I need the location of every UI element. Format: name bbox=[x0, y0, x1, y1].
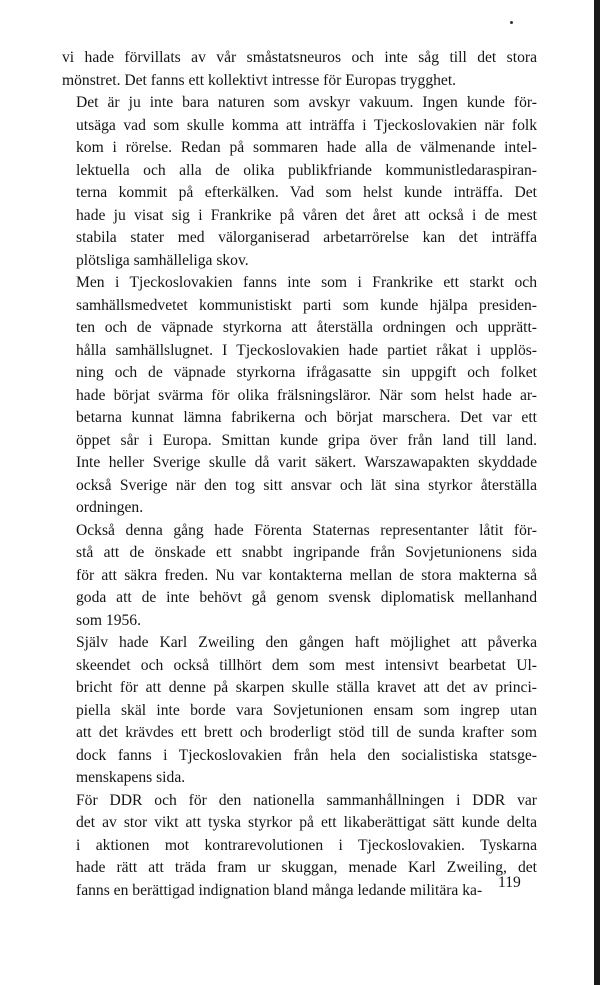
body-text bbox=[62, 47, 537, 902]
text-line: ning och de väpnade styrkorna ifrågasatte sin uppgift och folket bbox=[76, 364, 537, 381]
text-line: hade ju visat sig i Frankrike på våren det året att också i de mest bbox=[76, 206, 537, 224]
text-line: vi hade förvillats av vår småstatsneuros och inte såg till det stora bbox=[62, 49, 537, 66]
paragraph bbox=[62, 272, 537, 520]
text-line: dock fanns i Tjeckoslovakien från hela den socialistiska statsge- bbox=[76, 746, 537, 764]
text-line: ordningen. bbox=[76, 499, 144, 516]
text-line: fanns en berättigad indignation bland många ledande militära ka- bbox=[76, 881, 483, 899]
text-line: mönstret. Det fanns ett kollektivt intresse för Europas trygghet. bbox=[62, 71, 457, 89]
paragraph bbox=[62, 790, 537, 903]
text-line: utsäga vad som skulle komma att inträffa i Tjeckoslovakien när folk bbox=[76, 116, 537, 134]
text-line: bricht för att denne på skarpen skulle ställa kravet att det av princi- bbox=[76, 679, 537, 696]
text-line: som 1956. bbox=[76, 611, 141, 629]
text-line: också Sverige när den tog sitt ansvar och lät sina styrkor återställa bbox=[76, 476, 537, 494]
paragraph bbox=[62, 520, 537, 633]
paragraph bbox=[62, 47, 537, 92]
text-line: öppet sår i Europa. Smittan kunde gripa över från land till land. bbox=[76, 431, 537, 449]
text-line: stabila stater med välorganiserad arbetarrörelse kan det inträffa bbox=[76, 229, 537, 246]
text-line: Men i Tjeckoslovakien fanns inte som i Frankrike ett starkt och bbox=[76, 274, 537, 291]
paragraph bbox=[62, 92, 537, 272]
text-line: Själv hade Karl Zweiling den gången haft möjlighet att påverka bbox=[76, 634, 537, 651]
text-line: terna kommit på efterkälken. Vad som helst kunde inträffa. Det bbox=[76, 184, 537, 201]
text-line: hålla samhällslugnet. I Tjeckoslovakien hade partiet råkat i upplös- bbox=[76, 341, 537, 359]
corner-mark bbox=[510, 21, 513, 24]
text-line: skeendet och också tillhört dem som mest intensivt bearbetat Ul- bbox=[76, 656, 537, 674]
text-line: goda att de inte behövt gå genom svensk diplomatisk mellanhand bbox=[76, 589, 537, 606]
text-line: Också denna gång hade Förenta Staternas representanter låtit för- bbox=[76, 521, 537, 539]
text-line: För DDR och för den nationella sammanhållningen i DDR var bbox=[76, 791, 537, 809]
text-line: ten och de väpnade styrkorna att återställa ordningen och upprätt- bbox=[76, 319, 537, 336]
text-line: lektuella och alla de olika publikfriande kommunistledaraspiran- bbox=[76, 161, 537, 179]
text-line: kom i rörelse. Redan på sommaren hade alla de välmenande intel- bbox=[76, 139, 537, 156]
text-line: för att säkra freden. Nu var kontakterna mellan de stora makterna så bbox=[76, 566, 537, 584]
text-line: hade rätt att träda fram ur skuggan, menade Karl Zweiling, det bbox=[76, 859, 537, 876]
text-line: stå att de önskade ett snabbt ingripande från Sovjetunionens sida bbox=[76, 544, 537, 561]
page-edge-shadow bbox=[594, 0, 600, 985]
text-line: Inte heller Sverige skulle då varit säkert. Warszawapakten skyddade bbox=[76, 454, 537, 471]
page-number: 119 bbox=[498, 874, 521, 891]
text-line: plötsliga samhälleliga skov. bbox=[76, 251, 249, 269]
text-line: det av stor vikt att tyska styrkor på ett likaberättigat sätt kunde delta bbox=[76, 814, 537, 831]
text-line: betarna kunnat lämna fabrikerna och börjat marschera. Det var ett bbox=[76, 409, 537, 426]
text-line: menskapens sida. bbox=[76, 769, 186, 786]
text-line: samhällsmedvetet kommunistiskt parti som kunde hjälpa presiden- bbox=[76, 296, 537, 314]
text-line: Det är ju inte bara naturen som avskyr vakuum. Ingen kunde för- bbox=[76, 94, 537, 111]
text-line: att det krävdes ett brett och broderligt stöd till de sunda krafter som bbox=[76, 724, 537, 741]
paragraph bbox=[62, 632, 537, 790]
text-line: hade börjat svärma för olika frälsningsläror. När som helst hade ar- bbox=[76, 386, 537, 404]
text-line: piella skäl inte borde vara Sovjetunionen ensam som ingrep utan bbox=[76, 701, 537, 719]
text-line: i aktionen mot kontrarevolutionen i Tjeckoslovakien. Tyskarna bbox=[76, 836, 537, 854]
